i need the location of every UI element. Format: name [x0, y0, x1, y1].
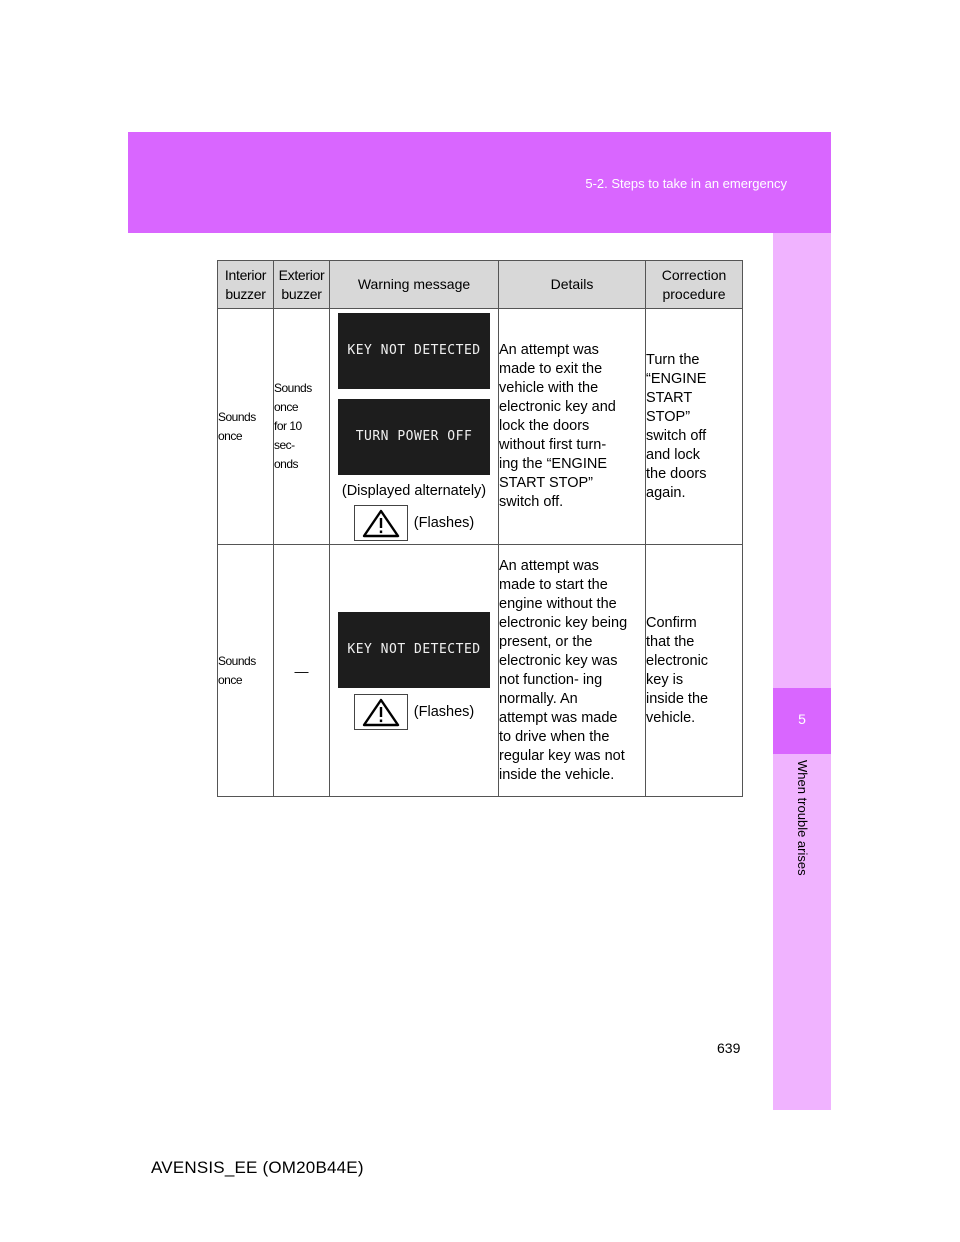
side-tab — [773, 233, 831, 1110]
chapter-label-text: When trouble arises — [795, 760, 810, 876]
flash-label: (Flashes) — [413, 514, 475, 531]
header-interior-buzzer: Interior buzzer — [218, 261, 274, 309]
chapter-box — [773, 688, 831, 754]
lcd-text: KEY NOT DETECTED — [347, 343, 481, 358]
chapter-label — [773, 760, 831, 960]
details-cell — [499, 309, 646, 545]
warning-message-cell — [330, 545, 499, 797]
details-text: An attempt was made to start the engine without the electronic key being present, or the electronic key was not function- ing normally. An attempt was made to drive when the regular key was not inside the vehicle. — [499, 557, 628, 783]
table-row — [218, 545, 743, 797]
lcd-display — [338, 399, 490, 475]
header-details: Details — [499, 261, 646, 309]
interior-buzzer-cell — [218, 545, 274, 797]
interior-buzzer-text: Sounds once — [218, 653, 256, 687]
page-number: 639 — [717, 1040, 741, 1056]
display-caption: (Displayed alternately) — [341, 482, 487, 499]
details-cell — [499, 545, 646, 797]
correction-text: Turn the “ENGINE START STOP” switch off and lock the doors again. — [646, 351, 707, 501]
lcd-display — [338, 313, 490, 389]
warning-triangle-icon — [354, 505, 408, 541]
header-correction: Correction procedure — [646, 261, 743, 309]
exterior-buzzer-text: Sounds once for 10 sec- onds — [274, 381, 312, 471]
header-warning-message: Warning message — [330, 261, 499, 309]
interior-buzzer-text: Sounds once — [218, 409, 256, 443]
interior-buzzer-cell — [218, 309, 274, 545]
lcd-text: TURN POWER OFF — [355, 429, 473, 444]
header-exterior-buzzer: Exterior buzzer — [274, 261, 330, 309]
exterior-buzzer-text: — — [294, 662, 309, 679]
warning-triangle-icon — [354, 694, 408, 730]
correction-cell — [646, 309, 743, 545]
flash-row — [330, 505, 498, 541]
chapter-number: 5 — [798, 711, 806, 727]
table-row — [218, 309, 743, 545]
exterior-buzzer-cell — [274, 545, 330, 797]
warning-message-cell — [330, 309, 499, 545]
lcd-text: KEY NOT DETECTED — [347, 642, 481, 657]
exterior-buzzer-cell — [274, 309, 330, 545]
lcd-display — [338, 612, 490, 688]
warning-table — [217, 260, 743, 797]
header-band — [128, 132, 831, 233]
table-header-row — [218, 261, 743, 309]
footer-model-code: AVENSIS_EE (OM20B44E) — [151, 1158, 364, 1177]
correction-text: Confirm that the electronic key is inside the vehicle. — [646, 614, 709, 726]
section-title: 5-2. Steps to take in an emergency — [585, 176, 787, 191]
details-text: An attempt was made to exit the vehicle with the electronic key and lock the doors without first turn- ing the “ENGINE START STOP” switch off. — [499, 342, 616, 510]
flash-label: (Flashes) — [413, 703, 475, 720]
flash-row — [330, 694, 498, 730]
correction-cell — [646, 545, 743, 797]
